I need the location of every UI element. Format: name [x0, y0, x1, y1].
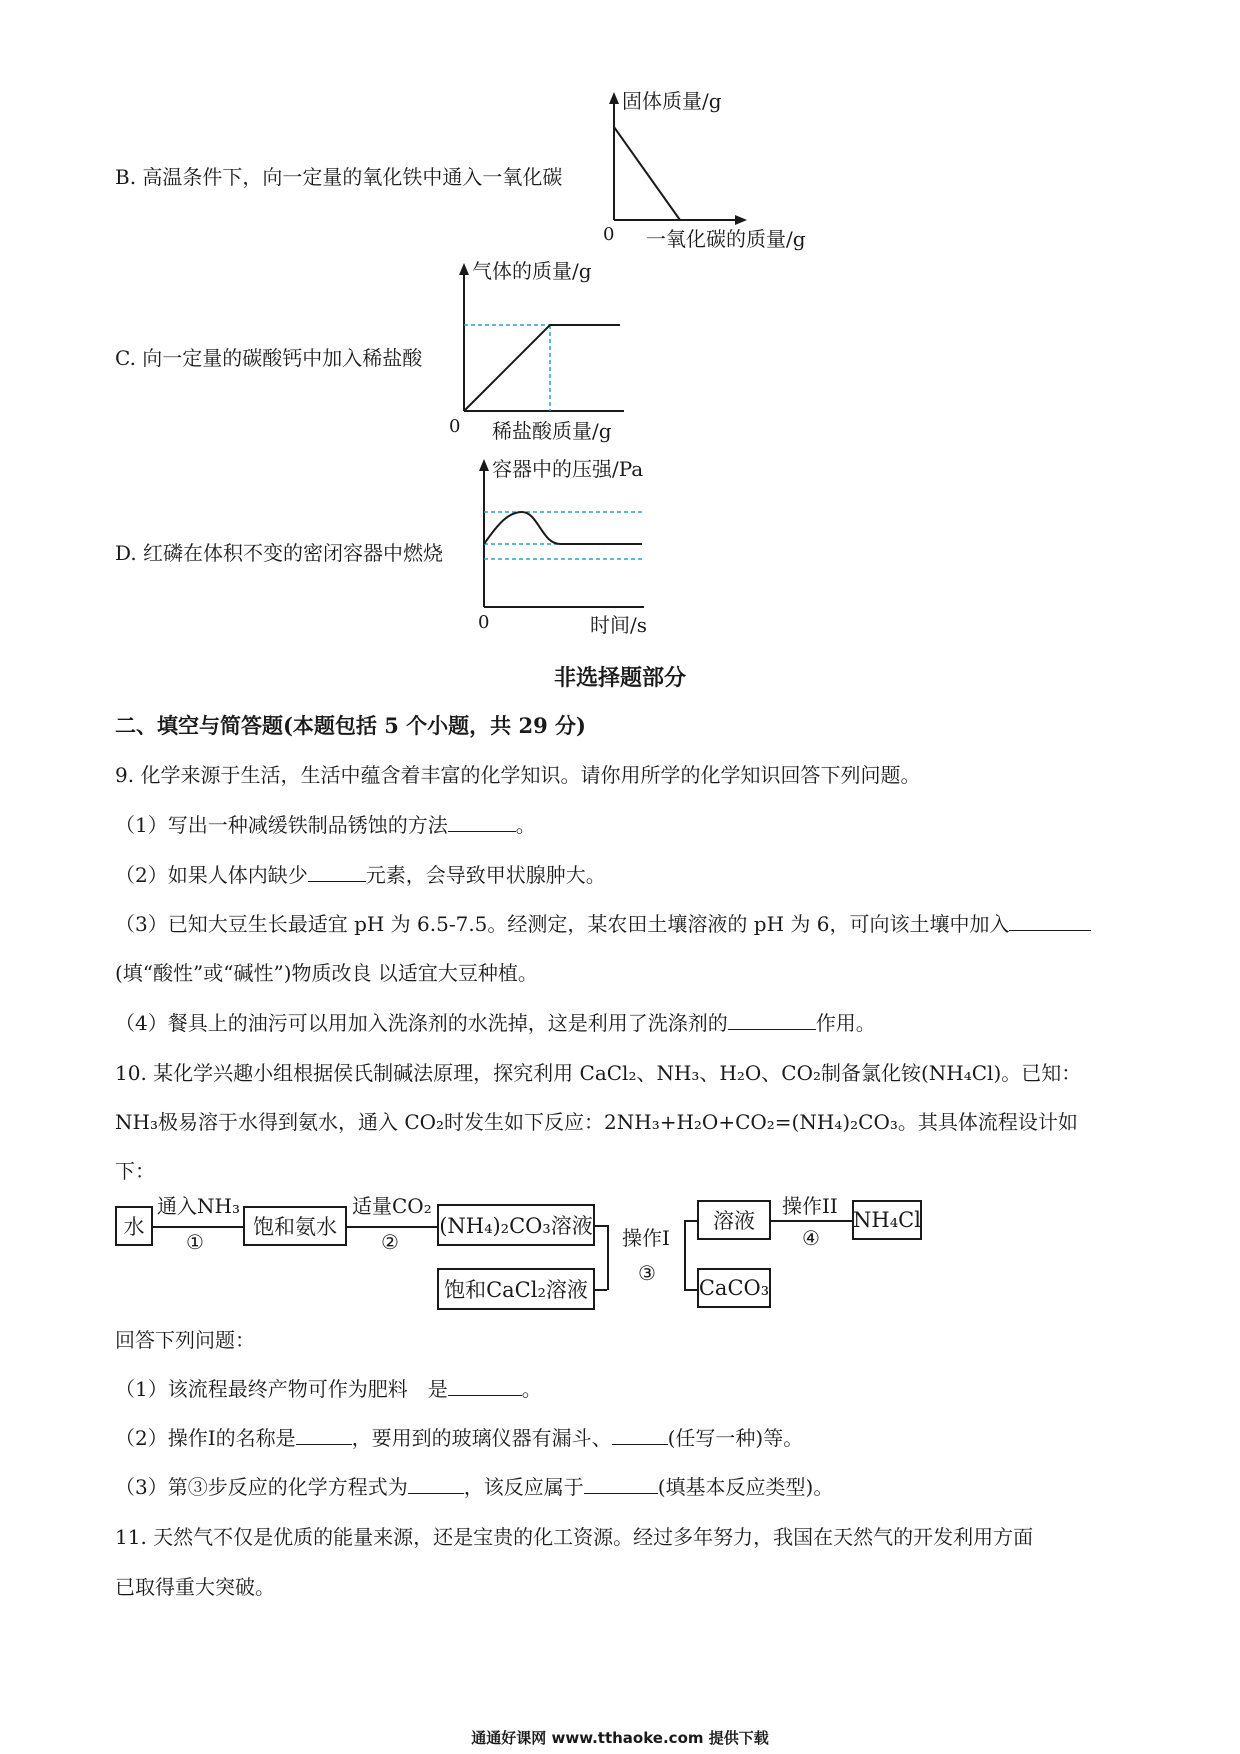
q9-sub4-end: 作用。 [815, 1011, 876, 1035]
graph-d-ylabel: 容器中的压强/Pa [492, 457, 644, 481]
flow-op1-num: ③ [638, 1261, 656, 1285]
answer-blank[interactable] [308, 863, 366, 882]
q10-answer-intro: 回答下列问题： [115, 1328, 255, 1352]
q10-sub2-mid: ，要用到的玻璃仪器有漏斗、 [351, 1426, 612, 1450]
flow-arrow-4 [771, 1220, 852, 1222]
q9-sub4 [115, 1011, 876, 1035]
flow-step2-num: ② [381, 1230, 399, 1254]
q9-sub2-text: （2）如果人体内缺少 [115, 863, 308, 887]
q10-line3: 下： [115, 1159, 155, 1183]
flow-op2-label: 操作II [782, 1194, 838, 1218]
q10-sub1-end: 。 [521, 1377, 542, 1401]
graph-b [590, 90, 840, 260]
answer-blank[interactable] [408, 1475, 464, 1494]
graph-b-ylabel: 固体质量/g [622, 90, 722, 113]
q10-sub2 [115, 1426, 803, 1450]
option-c-text: C. 向一定量的碳酸钙中加入稀盐酸 [115, 346, 423, 370]
q10-sub1-text: （1）该流程最终产物可作为肥料 是 [115, 1377, 448, 1401]
graph-b-y-arrow [609, 92, 619, 104]
flow-box-solution: 溶液 [697, 1200, 771, 1240]
flow-box-ammonium-carbonate: (NH₄)₂CO₃溶液 [437, 1204, 595, 1246]
flow-join-top [595, 1225, 607, 1227]
flow-join-left-bar [607, 1225, 609, 1290]
graph-b-curve [614, 127, 680, 220]
q10-sub2-text: （2）操作I的名称是 [115, 1426, 296, 1450]
q10-sub3-end: (填基本反应类型)。 [657, 1475, 834, 1499]
answer-blank[interactable] [1009, 912, 1091, 931]
section-title: 非选择题部分 [553, 665, 686, 691]
graph-c-ylabel: 气体的质量/g [472, 259, 592, 283]
graph-b-origin: 0 [603, 224, 615, 245]
footer-watermark: 通通好课网 www.tthaoke.com 提供下载 [471, 1729, 769, 1747]
flow-box-saturated-ammonia: 饱和氨水 [243, 1206, 347, 1246]
graph-c-origin: 0 [449, 416, 461, 437]
option-b-text: B. 高温条件下，向一定量的氧化铁中通入一氧化碳 [115, 165, 563, 189]
flow-arrow-1 [153, 1226, 243, 1228]
q10-sub3 [115, 1475, 833, 1499]
q10-sub2-end: (任写一种)等。 [667, 1426, 804, 1450]
q9-sub1-end: 。 [515, 813, 536, 837]
flow-op1-label: 操作I [622, 1226, 670, 1250]
graph-d-y-arrow [479, 459, 489, 471]
q9-stem: 9. 化学来源于生活，生活中蕴含着丰富的化学知识。请你用所学的化学知识回答下列问题。 [115, 763, 921, 787]
q9-sub2 [115, 863, 606, 887]
answer-blank[interactable] [728, 1011, 816, 1030]
flow-op2-num: ④ [802, 1226, 820, 1250]
graph-d-xlabel: 时间/s [590, 613, 648, 637]
flow-split-bottom [684, 1289, 697, 1291]
graph-b-xlabel: 一氧化碳的质量/g [646, 227, 806, 251]
graph-d-curve [484, 512, 642, 544]
graph-c-y-arrow [459, 263, 469, 275]
flow-join-bottom [595, 1289, 607, 1291]
graph-c-curve [464, 325, 620, 411]
flow-box-water: 水 [115, 1206, 153, 1246]
graph-d [460, 452, 680, 642]
graph-c [440, 258, 640, 448]
q11-line1: 11. 天然气不仅是优质的能量来源，还是宝贵的化工资源。经过多年努力，我国在天然气的开发利用方面 [115, 1525, 1034, 1549]
graph-c-xlabel: 稀盐酸质量/g [492, 419, 612, 443]
answer-blank[interactable] [612, 1426, 668, 1445]
q9-sub2-end: 元素，会导致甲状腺肿大。 [365, 863, 606, 887]
graph-b-x-arrow [735, 215, 747, 225]
answer-blank[interactable] [448, 1377, 522, 1396]
q9-sub3 [115, 912, 1091, 936]
q11-line2: 已取得重大突破。 [115, 1575, 275, 1599]
flow-split-right-bar [684, 1220, 686, 1290]
q9-sub4-text: （4）餐具上的油污可以用加入洗涤剂的水洗掉，这是利用了洗涤剂的 [115, 1011, 728, 1035]
flow-split-top [684, 1220, 697, 1222]
flow-box-caco3: CaCO₃ [697, 1268, 771, 1308]
flow-step2-label: 适量CO₂ [352, 1194, 432, 1218]
q10-sub3-mid: ，该反应属于 [463, 1475, 584, 1499]
flow-box-cacl2-solution: 饱和CaCl₂溶液 [437, 1268, 595, 1310]
q9-sub1-text: （1）写出一种减缓铁制品锈蚀的方法 [115, 813, 448, 837]
flow-arrow-2 [347, 1226, 437, 1228]
answer-blank[interactable] [296, 1426, 352, 1445]
q9-sub3-text: （3）已知大豆生长最适宜 pH 为 6.5-7.5。经测定，某农田土壤溶液的 pH 为 6，可向该土壤中加入 [115, 912, 1010, 936]
answer-blank[interactable] [448, 813, 516, 832]
part2-title: 二、填空与简答题(本题包括 5 个小题，共 29 分) [115, 713, 586, 738]
q9-sub1 [115, 813, 536, 837]
q10-sub3-text: （3）第③步反应的化学方程式为 [115, 1475, 408, 1499]
q9-sub3-cont: (填“酸性”或“碱性”)物质改良 以适宜大豆种植。 [115, 961, 538, 985]
graph-d-origin: 0 [478, 612, 490, 633]
option-d-text: D. 红磷在体积不变的密闭容器中燃烧 [115, 541, 444, 565]
q10-line1: 10. 某化学兴趣小组根据侯氏制碱法原理，探究利用 CaCl₂、NH₃、H₂O、CO₂制备氯化铵(NH₄Cl)。已知： [115, 1061, 1082, 1085]
flow-step1-label: 通入NH₃ [157, 1194, 240, 1218]
flow-step1-num: ① [186, 1230, 204, 1254]
q10-line2: NH₃极易溶于水得到氨水，通入 CO₂时发生如下反应：2NH₃+H₂O+CO₂=(NH₄)₂CO₃。其具体流程设计如 [115, 1110, 1078, 1134]
q10-sub1 [115, 1377, 542, 1401]
flow-box-nh4cl: NH₄Cl [852, 1200, 922, 1240]
answer-blank[interactable] [584, 1475, 658, 1494]
